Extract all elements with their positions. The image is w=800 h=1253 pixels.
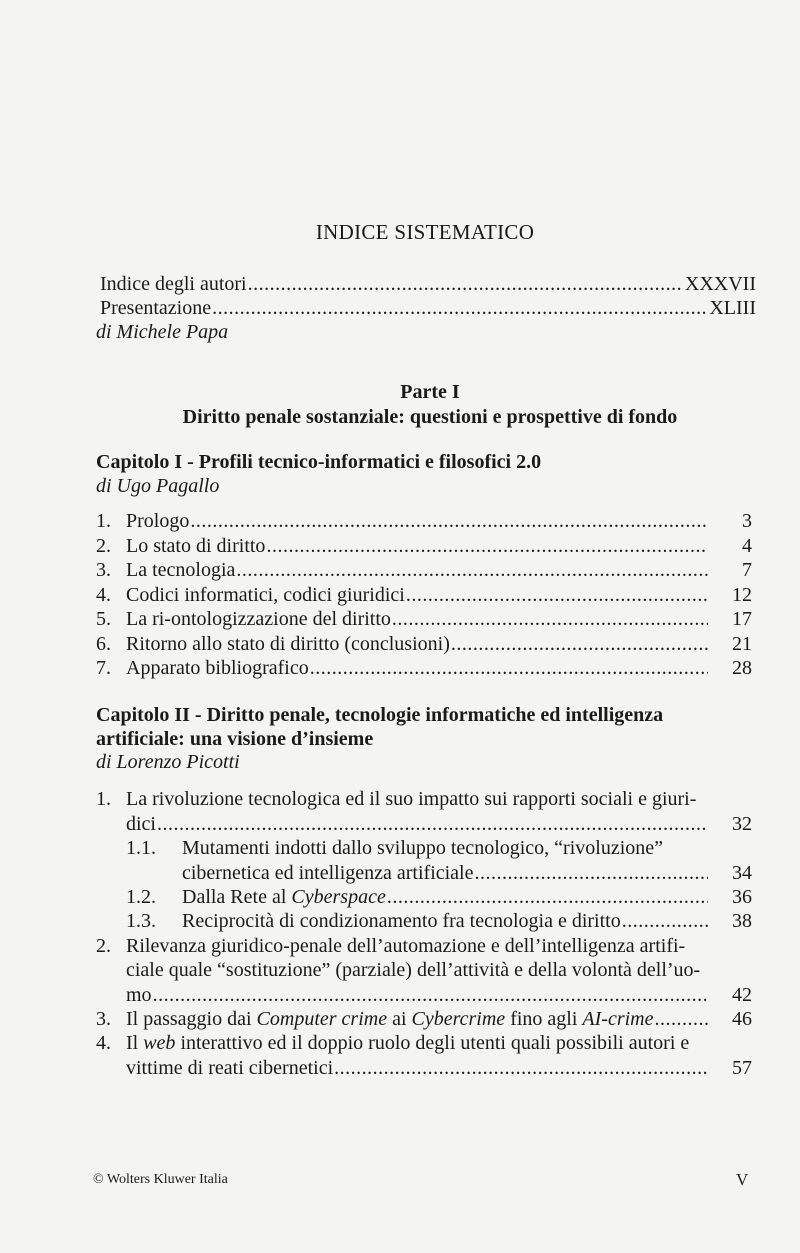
- leader-dots: [334, 1057, 708, 1080]
- toc-entry-label-part: Il passaggio dai: [126, 1008, 257, 1030]
- toc-entry-number: 1.: [96, 510, 111, 532]
- toc-entry: [126, 910, 752, 933]
- toc-entry-label-part: ai: [387, 1008, 412, 1030]
- toc-entry-number: 2.: [96, 935, 111, 957]
- leader-dots: [190, 510, 708, 533]
- toc-entry-page: 46: [732, 1008, 752, 1030]
- leader-dots: [212, 297, 705, 320]
- toc-entry: [96, 584, 752, 607]
- toc-entry-label-part: interattivo ed il doppio ruolo degli utenti quali possibili autori e: [175, 1032, 690, 1054]
- toc-entry-label-line1: Mutamenti indotti dallo sviluppo tecnologico, “rivoluzione”: [182, 837, 664, 859]
- toc-entry-page: 3: [742, 510, 752, 532]
- toc-entry-label-line2: vittime di reati cibernetici: [126, 1057, 334, 1079]
- toc-entry-page: 12: [732, 584, 752, 606]
- toc-entry-number: 3.: [96, 1008, 111, 1030]
- toc-entry: [96, 1008, 752, 1031]
- toc-entry-label-italic: Cyberspace: [291, 886, 386, 908]
- toc-entry-label-line1: [126, 1032, 689, 1055]
- leader-dots: [387, 886, 708, 909]
- publisher-footer: © Wolters Kluwer Italia: [93, 1172, 228, 1187]
- toc-entry-page: 4: [742, 535, 752, 557]
- toc-entry-number: 1.1.: [126, 837, 156, 859]
- toc-entry-number: 6.: [96, 633, 111, 655]
- page-title: INDICE SISTEMATICO: [315, 220, 535, 244]
- toc-entry-label: La tecnologia: [126, 559, 236, 581]
- toc-entry: [96, 633, 752, 656]
- leader-dots: [406, 584, 708, 607]
- parte-heading: Parte I: [400, 381, 460, 403]
- toc-entry: [96, 559, 752, 582]
- toc-entry-label: Ritorno allo stato di diritto (conclusioni): [126, 633, 450, 655]
- toc-entry-number: 1.3.: [126, 910, 156, 932]
- leader-dots: [392, 608, 708, 631]
- toc-entry-label-line2: ciale quale “sostituzione” (parziale) dell’attività e della volontà dell’uo-: [126, 959, 701, 981]
- toc-entry-page: 7: [742, 559, 752, 581]
- toc-entry-presentazione: [100, 297, 756, 320]
- toc-entry: [126, 813, 752, 836]
- toc-entry-label-line2: dici: [126, 813, 156, 835]
- toc-entry-label: Presentazione: [100, 297, 212, 319]
- toc-entry-number: 7.: [96, 657, 111, 679]
- leader-dots: [157, 813, 708, 836]
- toc-entry-page: XXXVII: [684, 273, 756, 295]
- toc-entry-number: 4.: [96, 1032, 111, 1054]
- leader-dots: [622, 910, 708, 933]
- toc-entry-label-italic: Computer crime: [256, 1008, 388, 1030]
- toc-entry: [96, 535, 752, 558]
- toc-entry-label: Apparato bibliografico: [126, 657, 309, 679]
- toc-entry-page: 17: [732, 608, 752, 630]
- leader-dots: [236, 559, 708, 582]
- toc-entry-page: 57: [732, 1057, 752, 1079]
- chapter-1-author: di Ugo Pagallo: [96, 475, 220, 497]
- toc-entry: [126, 984, 752, 1007]
- toc-entry-label: Prologo: [126, 510, 190, 532]
- leader-dots: [451, 633, 708, 656]
- toc-entry: [96, 510, 752, 533]
- toc-entry-label-line1: La rivoluzione tecnologica ed il suo impatto sui rapporti sociali e giuri-: [126, 788, 697, 810]
- toc-entry-page: 38: [732, 910, 752, 932]
- toc-entry-page: 21: [732, 633, 752, 655]
- toc-entry-label-part: Il: [126, 1032, 144, 1054]
- toc-entry-label: Indice degli autori: [100, 273, 247, 295]
- toc-entry-number: 3.: [96, 559, 111, 581]
- toc-entry-number: 2.: [96, 535, 111, 557]
- presentazione-author: di Michele Papa: [96, 321, 229, 343]
- toc-entry-indice-autori: [100, 273, 756, 296]
- toc-entry-page: 32: [732, 813, 752, 835]
- toc-entry-number: 1.2.: [126, 886, 156, 908]
- toc-entry-label: Dalla Rete al: [182, 886, 292, 908]
- chapter-2-heading-line1: Capitolo II - Diritto penale, tecnologie informatiche ed intelligenza: [96, 704, 664, 726]
- toc-entry-page: XLIII: [709, 297, 756, 319]
- leader-dots: [654, 1008, 708, 1031]
- toc-entry-number: 1.: [96, 788, 111, 810]
- toc-entry: [126, 1057, 752, 1080]
- toc-entry-label-part: fino agli: [505, 1008, 583, 1030]
- chapter-2-author: di Lorenzo Picotti: [96, 751, 240, 773]
- page-number: V: [736, 1170, 749, 1189]
- leader-dots: [475, 862, 709, 885]
- toc-entry: [96, 657, 752, 680]
- toc-entry-label: Reciprocità di condizionamento fra tecnologia e diritto: [182, 910, 621, 932]
- toc-entry: [96, 608, 752, 631]
- toc-entry: [126, 886, 752, 909]
- chapter-2-heading-line2: artificiale: una visione d’insieme: [96, 728, 374, 750]
- toc-entry-page: 34: [732, 862, 752, 884]
- toc-entry-label: Codici informatici, codici giuridici: [126, 584, 405, 606]
- toc-entry-label-line2: cibernetica ed intelligenza artificiale: [182, 862, 474, 884]
- toc-entry-label-italic: web: [143, 1032, 176, 1054]
- toc-entry: [182, 862, 752, 885]
- toc-entry-page: 28: [732, 657, 752, 679]
- toc-entry-label: La ri-ontologizzazione del diritto: [126, 608, 391, 630]
- toc-entry-label-italic: Cybercrime: [411, 1008, 506, 1030]
- toc-entry-label-line1: Rilevanza giuridico-penale dell’automazione e dell’intelligenza artifi-: [126, 935, 686, 957]
- toc-entry-page: 36: [732, 886, 752, 908]
- leader-dots: [248, 273, 681, 296]
- toc-entry-label: Lo stato di diritto: [126, 535, 266, 557]
- leader-dots: [266, 535, 708, 558]
- toc-entry-label-line3: mo: [126, 984, 152, 1006]
- toc-entry-page: 42: [732, 984, 752, 1006]
- leader-dots: [310, 657, 708, 680]
- toc-entry-number: 5.: [96, 608, 111, 630]
- parte-subtitle: Diritto penale sostanziale: questioni e prospettive di fondo: [182, 406, 678, 428]
- toc-entry-label-italic: AI-crime: [582, 1008, 654, 1030]
- chapter-1-heading: Capitolo I - Profili tecnico-informatici e filosofici 2.0: [96, 451, 542, 473]
- toc-entry-number: 4.: [96, 584, 111, 606]
- leader-dots: [153, 984, 708, 1007]
